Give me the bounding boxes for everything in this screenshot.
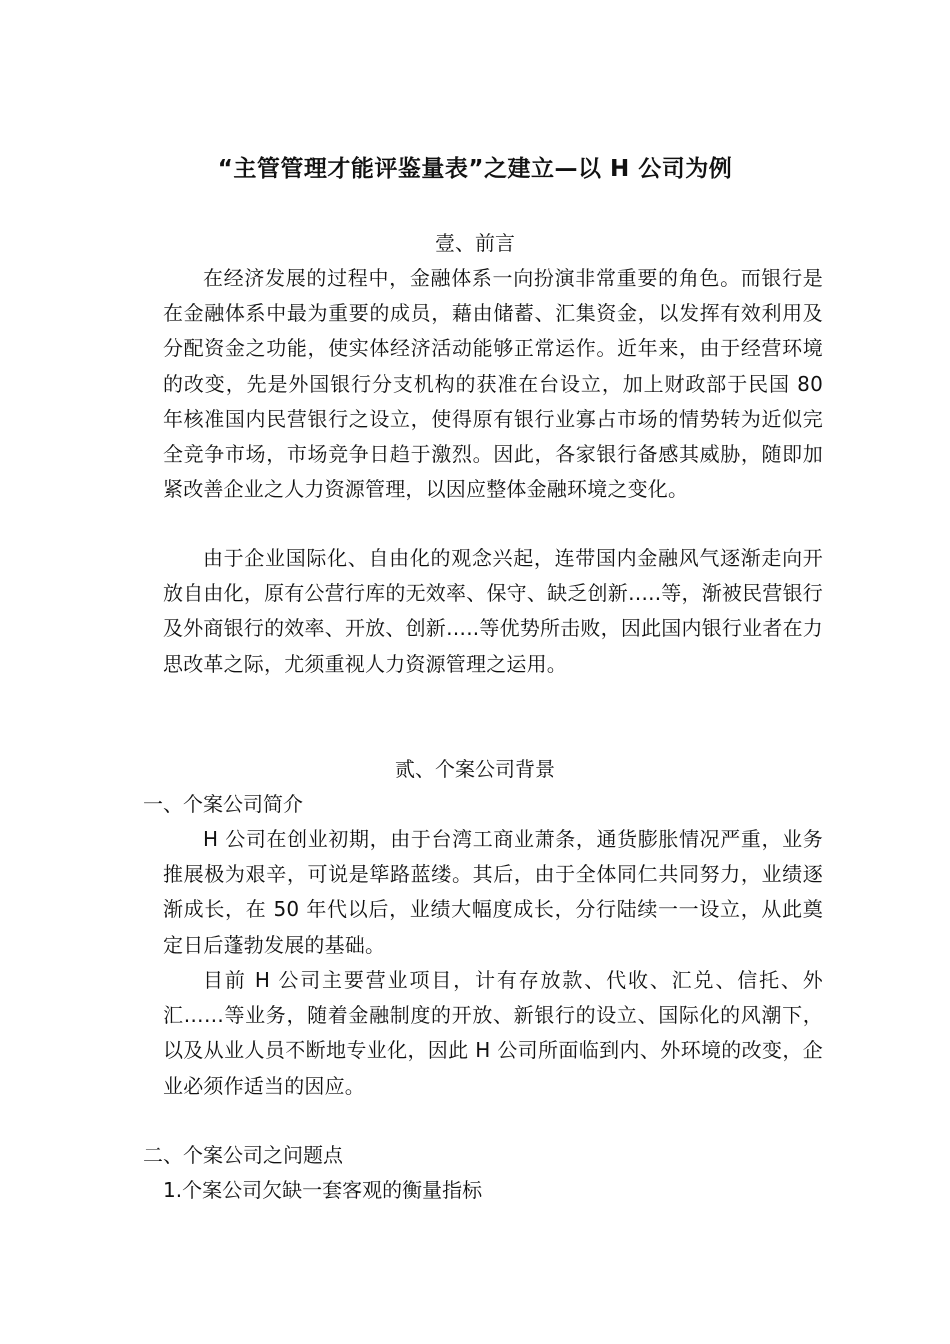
- preface-paragraph-1: 在经济发展的过程中，金融体系一向扮演非常重要的角色。而银行是在金融体系中最为重要的成员，藉由储蓄、汇集资金，以发挥有效利用及分配资金之功能，使实体经济活动能够正常运作。近年来，由于经营环境的改变，先是外国银行分支机构的获准在台设立，加上财政部于民国 80 年核准国内民营银行之设立，使得原有银行业寡占市场的情势转为近似完全竞争市场，市场竞争日趋于激烈。因此，各家银行备感其威胁，随即加紧改善企业之人力资源管理，以因应整体金融环境之变化。: [163, 266, 823, 502]
- problem-list-item: 1.个案公司欠缺一套客观的衡量指标: [163, 1178, 483, 1202]
- document-title: “主管管理才能评鉴量表”之建立—以 H 公司为例: [217, 156, 733, 182]
- section-heading-background: 贰、个案公司背景: [395, 757, 555, 781]
- preface-paragraph-2: 由于企业国际化、自由化的观念兴起，连带国内金融风气逐渐走向开放自由化，原有公营行库的无效率、保守、缺乏创新…..等，渐被民营银行及外商银行的效率、开放、创新…..等优势所击败，因此国内银行业者在力思改革之际，尤须重视人力资源管理之运用。: [163, 546, 823, 676]
- section-heading-preface: 壹、前言: [435, 231, 515, 255]
- subsection-heading-company-intro: 一、个案公司简介: [143, 792, 303, 816]
- subsection-heading-problems: 二、个案公司之问题点: [143, 1143, 343, 1167]
- company-intro-paragraph-1: H 公司在创业初期，由于台湾工商业萧条，通货膨胀情况严重，业务推展极为艰辛，可说是筚路蓝缕。其后，由于全体同仁共同努力，业绩逐渐成长，在 50 年代以后，业绩大幅度成长，分行陆续一一设立，从此奠定日后蓬勃发展的基础。: [163, 827, 823, 957]
- company-intro-paragraph-2: 目前 H 公司主要营业项目，计有存放款、代收、汇兑、信托、外汇……等业务，随着金融制度的开放、新银行的设立、国际化的风潮下，以及从业人员不断地专业化，因此 H 公司所面临到内、外环境的改变，企业必须作适当的因应。: [163, 968, 823, 1098]
